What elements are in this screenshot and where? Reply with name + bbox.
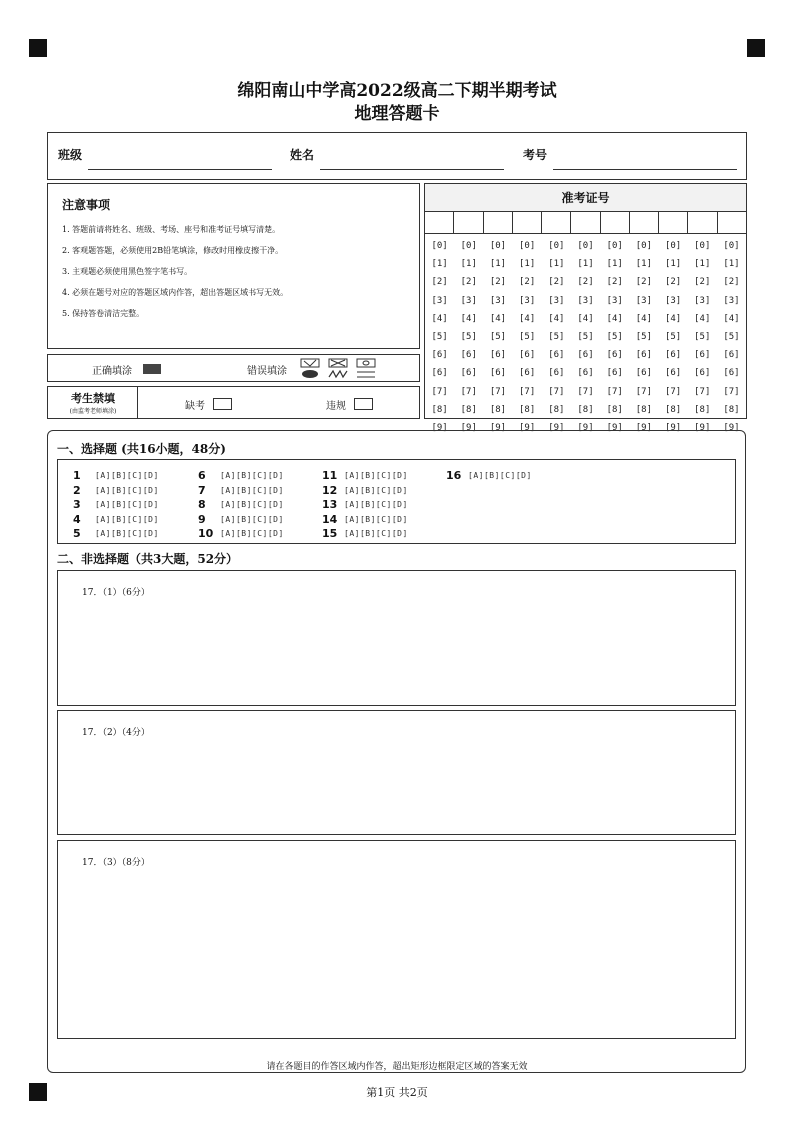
exam-id-bubble[interactable]: [5] (460, 331, 477, 342)
corner-mark-top-left (29, 39, 47, 57)
exam-id-bubble[interactable]: [3] (694, 295, 711, 306)
mcq-box (57, 459, 736, 544)
note-item: 4. 必须在题号对应的答题区域内作答，超出答题区域书写无效。 (62, 288, 289, 297)
answer-label: 17．（1）（6分） (82, 588, 150, 598)
question-number: 10 (198, 527, 214, 540)
exam-id-bubble[interactable]: [1] (460, 259, 477, 270)
mcq-question-row (198, 513, 284, 526)
exam-id-bubble[interactable]: [6] (519, 368, 536, 379)
question-number: 4 (73, 512, 81, 526)
exam-id-title: 准考证号 (425, 184, 746, 212)
exam-id-bubble[interactable]: [2] (694, 277, 711, 288)
wrong-fill-marks-icon (300, 358, 380, 380)
exam-id-bubble[interactable]: [4] (489, 313, 507, 324)
exam-id-bubble[interactable]: [1] (431, 259, 448, 270)
exam-id-bubble[interactable]: [6] (694, 350, 711, 361)
exam-id-bubble[interactable]: [0] (519, 241, 536, 251)
exam-id-bubble[interactable]: [6] (519, 350, 536, 361)
exam-id-bubble[interactable]: [7] (431, 386, 448, 397)
exam-id-bubble[interactable]: [2] (664, 277, 682, 288)
answer-options[interactable]: [A][B][C][D] (220, 500, 284, 509)
mcq-question-row (73, 469, 159, 482)
exam-id-write-cell[interactable] (454, 212, 483, 233)
exam-id-bubble[interactable]: [9] (694, 422, 711, 433)
exam-id-bubble[interactable]: [0] (548, 241, 565, 251)
exam-id-bubble[interactable]: [4] (548, 313, 565, 324)
exam-id-bubble[interactable]: [5] (548, 331, 565, 342)
mcq-question-row (73, 527, 159, 540)
wrong-fill-label: 错误填涂 (247, 366, 287, 377)
exam-id-bubble[interactable]: [4] (664, 313, 682, 324)
mcq-question-row (73, 513, 159, 526)
name-field[interactable] (320, 169, 504, 170)
exam-id-bubble[interactable]: [2] (548, 277, 565, 288)
answer-options[interactable]: [A][B][C][D] (220, 514, 284, 524)
exam-id-bubble[interactable]: [5] (606, 331, 623, 342)
exam-id-bubble[interactable]: [4] (577, 313, 594, 324)
exam-id-bubble[interactable]: [9] (577, 422, 594, 433)
exam-id-bubble[interactable]: [3] (431, 295, 448, 306)
exam-id-bubble[interactable]: [7] (664, 386, 682, 397)
question-number: 8 (198, 498, 206, 511)
answer-options[interactable]: [A][B][C][D] (344, 514, 408, 524)
page-number: 第1页 共2页 (366, 1086, 428, 1099)
question-number: 2 (73, 483, 81, 497)
question-number: 1 (73, 469, 81, 482)
prohibited-note: (由监考老师填涂) (69, 408, 117, 415)
section1-title: 一、选择题 (共16小题，48分) (57, 442, 226, 456)
mcq-question-row (198, 498, 284, 511)
exam-id-write-cell[interactable] (601, 212, 630, 233)
answer-options[interactable]: [A][B][C][D] (344, 500, 408, 509)
exam-id-bubble[interactable]: [1] (723, 259, 740, 270)
answer-box-17-2[interactable] (57, 710, 736, 835)
fill-example-box (47, 354, 420, 382)
exam-id-bubble[interactable]: [3] (519, 295, 536, 306)
exam-id-bubble[interactable]: [2] (519, 277, 536, 288)
prohibited-box (47, 386, 420, 419)
answer-options[interactable]: [A][B][C][D] (95, 485, 159, 495)
answer-options[interactable]: [A][B][C][D] (220, 471, 284, 480)
exam-id-bubble[interactable]: [7] (635, 386, 653, 397)
exam-id-bubble[interactable]: [6] (460, 368, 477, 379)
exam-id-column (659, 237, 688, 437)
question-number: 5 (73, 527, 81, 540)
exam-id-bubble[interactable]: [5] (664, 331, 682, 342)
exam-id-bubble[interactable]: [5] (635, 331, 653, 342)
exam-id-bubble[interactable]: [2] (635, 277, 653, 288)
exam-id-column (600, 237, 629, 437)
exam-id-write-cell[interactable] (688, 212, 717, 233)
page-title: 绵阳南山中学高2022级高二下期半期考试 (237, 81, 557, 101)
exam-id-bubble[interactable]: [5] (431, 331, 448, 342)
exam-id-bubble[interactable]: [6] (489, 368, 507, 379)
note-item: 3. 主观题必须使用黑色签字笔书写。 (62, 267, 193, 276)
exam-id-bubble[interactable]: [8] (431, 404, 448, 415)
exam-id-bubble[interactable]: [8] (606, 404, 623, 415)
exam-id-bubble[interactable]: [9] (723, 422, 740, 433)
exam-id-bubble[interactable]: [7] (606, 386, 623, 397)
name-label: 姓名 (290, 148, 315, 162)
answer-options[interactable]: [A][B][C][D] (95, 514, 159, 524)
exam-id-bubble[interactable]: [6] (548, 368, 565, 379)
exam-id-bubble[interactable]: [0] (694, 241, 711, 251)
class-label: 班级 (58, 148, 83, 162)
mcq-question-row (198, 469, 284, 482)
mcq-question-row (322, 513, 408, 526)
question-number: 6 (198, 469, 206, 482)
question-number: 14 (322, 512, 338, 526)
exam-id-bubble[interactable]: [3] (548, 295, 565, 306)
answer-options[interactable]: [A][B][C][D] (344, 471, 408, 480)
mcq-question-row (73, 484, 159, 497)
corner-mark-top-right (747, 39, 765, 57)
exam-id-write-cell[interactable] (484, 212, 513, 233)
exam-id-bubble[interactable]: [3] (664, 295, 682, 306)
exam-id-write-cell[interactable] (542, 212, 571, 233)
question-number: 13 (322, 498, 338, 511)
exam-id-column (571, 237, 600, 437)
answer-options[interactable]: [A][B][C][D] (344, 529, 408, 538)
exam-id-bubble-grid (425, 237, 746, 437)
absent-label: 缺考 (185, 401, 205, 412)
exam-id-write-cell[interactable] (659, 212, 688, 233)
correct-fill-mark (143, 364, 161, 374)
exam-id-column (513, 237, 542, 437)
exam-id-write-cell[interactable] (630, 212, 659, 233)
exam-id-bubble[interactable]: [7] (694, 386, 711, 397)
mcq-question-row (198, 484, 284, 497)
exam-id-bubble[interactable]: [4] (519, 313, 536, 324)
exam-id-bubble[interactable]: [8] (694, 404, 711, 415)
exam-id-bubble[interactable]: [0] (606, 241, 623, 251)
note-item: 2. 客观题答题，必须使用2B铅笔填涂，修改时用橡皮擦干净。 (62, 246, 284, 255)
answer-options[interactable]: [A][B][C][D] (468, 471, 532, 480)
exam-id-bubble[interactable]: [1] (606, 259, 623, 270)
exam-id-bubble[interactable]: [7] (723, 386, 740, 397)
exam-id-bubble[interactable]: [4] (635, 313, 653, 324)
exam-id-bubble[interactable]: [0] (460, 241, 477, 251)
violation-label: 违规 (326, 401, 346, 412)
answer-label: 17．（3）（8分） (82, 858, 150, 868)
answer-options[interactable]: [A][B][C][D] (220, 529, 284, 538)
exam-no-field[interactable] (553, 169, 737, 170)
mcq-question-row (322, 484, 408, 497)
exam-id-bubble[interactable]: [5] (489, 331, 507, 342)
question-number: 11 (322, 469, 338, 482)
exam-id-bubble[interactable]: [2] (606, 277, 623, 288)
exam-id-bubble[interactable]: [2] (489, 277, 507, 288)
answer-options[interactable]: [A][B][C][D] (344, 485, 408, 495)
mcq-question-row (446, 469, 532, 482)
answer-box-17-3[interactable] (57, 840, 736, 1039)
exam-id-bubble[interactable]: [3] (723, 295, 740, 306)
exam-id-bubble[interactable]: [6] (723, 350, 740, 361)
mcq-question-row (322, 527, 408, 540)
answer-options[interactable]: [A][B][C][D] (95, 529, 159, 538)
exam-id-bubble[interactable]: [2] (431, 277, 448, 288)
exam-id-bubble[interactable]: [0] (664, 241, 682, 251)
exam-id-bubble[interactable]: [3] (577, 295, 594, 306)
exam-id-bubble[interactable]: [9] (519, 422, 536, 433)
exam-id-bubble[interactable]: [6] (577, 368, 594, 379)
exam-id-bubble[interactable]: [6] (489, 350, 507, 361)
exam-id-bubble[interactable]: [6] (694, 368, 711, 379)
exam-id-bubble[interactable]: [6] (664, 350, 682, 361)
exam-id-bubble[interactable]: [6] (606, 368, 623, 379)
exam-id-write-cell[interactable] (425, 212, 454, 233)
exam-id-bubble[interactable]: [3] (489, 295, 507, 306)
answer-label: 17．（2）（4分） (82, 728, 150, 738)
correct-fill-label: 正确填涂 (92, 366, 132, 377)
exam-id-column (629, 237, 658, 437)
answer-options[interactable]: [A][B][C][D] (95, 471, 159, 480)
exam-id-write-cells (425, 212, 746, 234)
exam-id-bubble[interactable]: [9] (431, 422, 448, 433)
exam-id-bubble[interactable]: [7] (519, 386, 536, 397)
note-item: 5. 保持答卷清洁完整。 (62, 309, 145, 318)
question-number: 16 (446, 469, 462, 482)
absent-checkbox[interactable] (213, 398, 232, 410)
exam-id-bubble[interactable]: [8] (489, 404, 507, 415)
exam-no-label: 考号 (523, 148, 548, 162)
exam-id-bubble[interactable]: [4] (723, 313, 740, 324)
exam-id-column (425, 237, 454, 437)
mcq-question-row (198, 527, 284, 540)
exam-id-bubble[interactable]: [6] (635, 368, 653, 379)
note-item: 1. 答题前请将姓名、班级、考场、座号和准考证号填写清楚。 (62, 225, 281, 234)
class-field[interactable] (88, 169, 272, 170)
prohibited-title: 考生禁填 (71, 392, 115, 405)
exam-id-bubble[interactable]: [8] (723, 404, 740, 415)
student-info-box (47, 132, 747, 180)
question-number: 15 (322, 527, 338, 540)
violation-checkbox[interactable] (354, 398, 373, 410)
exam-id-column (483, 237, 512, 437)
answer-options[interactable]: [A][B][C][D] (95, 500, 159, 509)
exam-id-write-cell[interactable] (571, 212, 600, 233)
exam-id-bubble[interactable]: [8] (664, 404, 682, 415)
exam-id-bubble[interactable]: [1] (635, 259, 653, 270)
exam-id-column (454, 237, 483, 437)
exam-id-bubble[interactable]: [6] (664, 368, 682, 379)
exam-id-bubble[interactable]: [5] (519, 331, 536, 342)
exam-id-box (424, 183, 747, 433)
question-number: 12 (322, 483, 338, 497)
exam-id-bubble[interactable]: [2] (723, 277, 740, 288)
answer-options[interactable]: [A][B][C][D] (220, 485, 284, 495)
exam-id-bubble[interactable]: [4] (431, 313, 448, 324)
exam-id-bubble[interactable]: [2] (460, 277, 477, 288)
exam-id-bubble[interactable]: [0] (489, 241, 507, 251)
exam-id-bubble[interactable]: [1] (577, 259, 594, 270)
exam-id-bubble[interactable]: [7] (460, 386, 477, 397)
answer-box-17-1[interactable] (57, 570, 736, 706)
exam-id-bubble[interactable]: [8] (635, 404, 653, 415)
exam-id-bubble[interactable]: [1] (694, 259, 711, 270)
footer-warning: 请在各题目的作答区域内作答，超出矩形边框限定区域的答案无效 (266, 1062, 528, 1072)
exam-id-bubble[interactable]: [4] (606, 313, 623, 324)
exam-id-column (688, 237, 717, 437)
exam-id-bubble[interactable]: [5] (577, 331, 594, 342)
exam-id-bubble[interactable]: [8] (577, 404, 594, 415)
exam-id-bubble[interactable]: [6] (548, 350, 565, 361)
exam-id-write-cell[interactable] (513, 212, 542, 233)
question-number: 7 (198, 483, 206, 497)
exam-id-bubble[interactable]: [0] (577, 241, 594, 251)
page-subtitle: 地理答题卡 (354, 104, 440, 124)
exam-id-bubble[interactable]: [6] (577, 350, 594, 361)
exam-id-bubble[interactable]: [5] (694, 331, 711, 342)
exam-id-bubble[interactable]: [4] (460, 313, 477, 324)
question-number: 9 (198, 512, 206, 526)
exam-id-bubble[interactable]: [5] (723, 331, 740, 342)
exam-id-bubble[interactable]: [0] (635, 241, 653, 251)
exam-id-bubble[interactable]: [9] (664, 422, 682, 433)
exam-id-bubble[interactable]: [9] (606, 422, 623, 433)
prohibited-divider (137, 387, 138, 418)
mcq-question-row (73, 498, 159, 511)
exam-id-bubble[interactable]: [4] (694, 313, 711, 324)
exam-id-bubble[interactable]: [9] (489, 422, 507, 433)
exam-id-bubble[interactable]: [7] (577, 386, 594, 397)
exam-id-bubble[interactable]: [1] (548, 259, 565, 270)
mcq-question-row (322, 498, 408, 511)
exam-id-bubble[interactable]: [9] (548, 422, 565, 433)
exam-id-bubble[interactable]: [1] (519, 259, 536, 270)
exam-id-bubble[interactable]: [9] (635, 422, 653, 433)
exam-id-bubble[interactable]: [3] (606, 295, 623, 306)
exam-id-column (717, 237, 746, 437)
section2-title: 二、非选择题（共3大题，52分） (57, 552, 239, 566)
exam-id-bubble[interactable]: [0] (431, 241, 448, 251)
exam-id-bubble[interactable]: [6] (723, 368, 740, 379)
exam-id-bubble[interactable]: [6] (431, 350, 448, 361)
exam-id-column (542, 237, 571, 437)
exam-id-bubble[interactable]: [8] (519, 404, 536, 415)
exam-id-bubble[interactable]: [8] (548, 404, 565, 415)
exam-id-bubble[interactable]: [7] (489, 386, 507, 397)
exam-id-bubble[interactable]: [2] (577, 277, 594, 288)
notes-box (47, 183, 420, 349)
question-number: 3 (73, 498, 81, 511)
exam-id-bubble[interactable]: [0] (723, 241, 740, 251)
mcq-question-row (322, 469, 408, 482)
exam-id-write-cell[interactable] (718, 212, 746, 233)
exam-id-bubble[interactable]: [8] (460, 404, 477, 415)
exam-id-bubble[interactable]: [9] (460, 422, 477, 433)
exam-id-bubble[interactable]: [6] (635, 350, 653, 361)
exam-id-bubble[interactable]: [3] (635, 295, 653, 306)
exam-id-bubble[interactable]: [6] (606, 350, 623, 361)
exam-id-bubble[interactable]: [1] (489, 259, 507, 270)
notes-title: 注意事项 (62, 198, 111, 212)
exam-id-bubble[interactable]: [1] (664, 259, 682, 270)
exam-id-bubble[interactable]: [6] (460, 350, 477, 361)
exam-id-bubble[interactable]: [3] (460, 295, 477, 306)
exam-id-bubble[interactable]: [7] (548, 386, 565, 397)
exam-id-bubble[interactable]: [6] (431, 368, 448, 379)
